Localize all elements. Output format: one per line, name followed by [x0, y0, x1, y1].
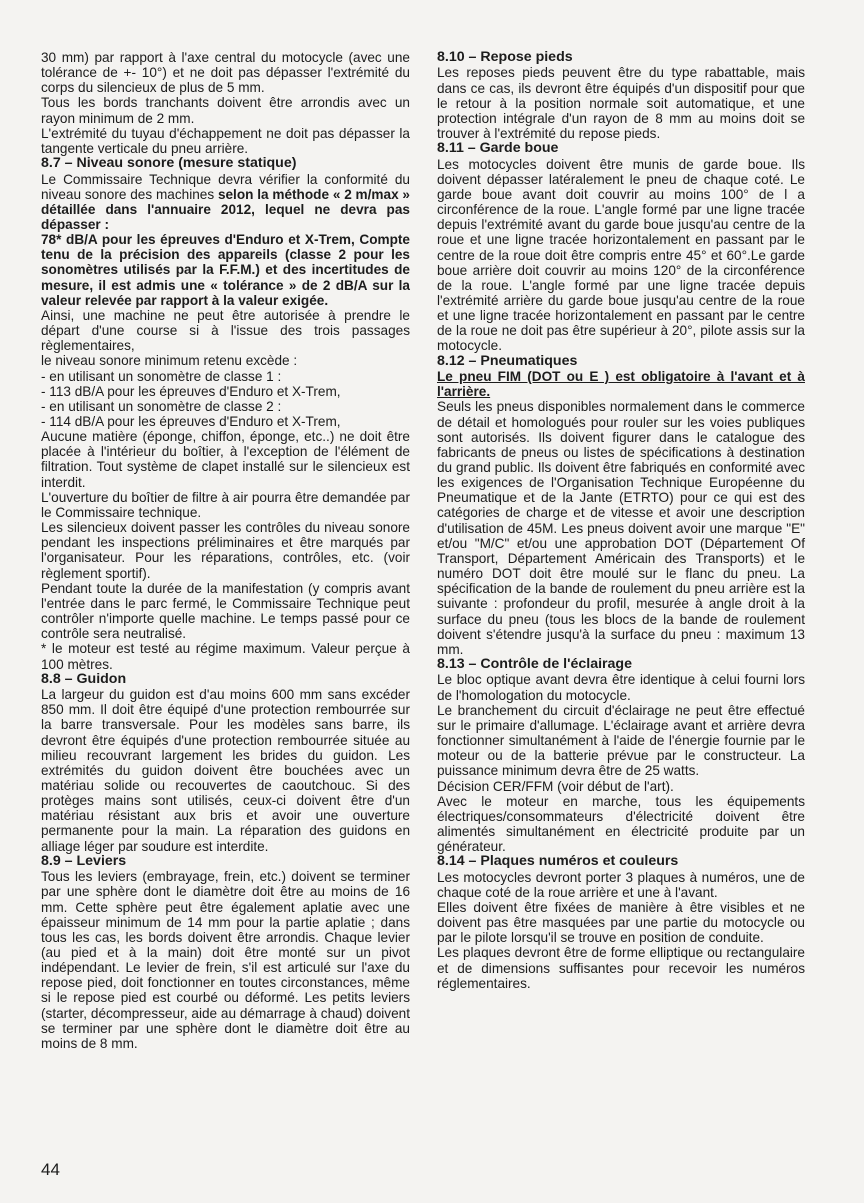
section-heading-8-10: 8.10 – Repose pieds [437, 49, 573, 65]
sound-method-emphasis: selon la méthode « 2 m/max » détaillée dans l'annuaire 2012, lequel ne devra pas dépasser : [41, 186, 410, 232]
section-heading-8-13: 8.13 – Contrôle de l'éclairage [437, 656, 632, 672]
paragraph-plates-shape: Les plaques devront être de forme elliptique ou rectangulaire et de dimensions suffisantes pour recevoir les numéros réglementaires. [437, 945, 805, 991]
paragraph-sharp-edges: Tous les bords tranchants doivent être arrondis avec un rayon minimum de 2 mm. [41, 95, 410, 126]
paragraph-tyres: Seuls les pneus disponibles normalement dans le commerce de détail et homologués pour rouler sur les voies publiques sont autorisés. Ils doivent figurer dans le catalogue des fabricants de pneus ou listes de spécifications à destination du grand public. Ils doivent être fabriqués en conformité avec les exigences de l'Organisation Technique Européenne du Pneumatique et de la Jante (ETRTO) pour ce qui est des catégories de charge et de vitesse et avoir une description d'utilisation de 45M. Les pneus doivent avoir une marque "E" et/ou "M/C" et/ou une approbation DOT (Département Of Transport, Département Américain des Transports) et le numéro DOT doit être moulé sur le flanc du pneu. La spécification de la bande de roulement du pneu arrière est la suivante : profondeur du profil, mesurée à angle droit à la surface du pneu (tous les blocs de la bande de roulement doivent s'étendre jusqu'à la surface du pneu : maximum 13 mm. [437, 399, 805, 657]
section-heading-8-8: 8.8 – Guidon [41, 670, 127, 687]
paragraph-electrical-equipment: Avec le moteur en marche, tous les équipements électriques/consommateurs d'électricité doivent être alimentés simultanément en électricité produite par un générateur. [437, 793, 805, 855]
paragraph-levers: Tous les leviers (embrayage, frein, etc.) doivent se terminer par une sphère dont le diamètre doit être au moins de 16 mm. Cette sphère peut être également aplatie avec une épaisseur minimum de 14 mm pour la partie aplatie ; dans tous les cas, les bords doivent être arrondis. Chaque levier (au pied et à la main) doit être monté sur un pivot indépendant. Le levier de frein, s'il est articulé sur l'axe du repose pied, doit fonctionner en toutes circonstances, même si le repose pied est courbé ou déformé. Les petits leviers (starter, décompresseur, aide au démarrage à chaud) doivent se terminer par une sphère dont le diamètre doit être au moins de 8 mm. [41, 869, 410, 1051]
paragraph-cer-decision: Décision CER/FFM (voir début de l'art). [437, 778, 674, 794]
paragraph-no-material: Aucune matière (éponge, chiffon, éponge, etc..) ne doit être placée à l'intérieur du boîtier, à l'exception de l'élément de filtration. Tout système de clapet installé sur le silencieux est interdit. [41, 429, 410, 490]
paragraph-event-duration: Pendant toute la durée de la manifestation (y compris avant l'entrée dans le parc fermé, le Commissaire Technique peut contrôler n'importe quelle machine. Le temps passé pour ce contrôle sera neutralisé. [41, 580, 410, 642]
paragraph-headlight: Le bloc optique avant devra être identique à celui fourni lors de l'homologation du motocycle. [437, 672, 805, 703]
paragraph-exhaust-position: 30 mm) par rapport à l'axe central du motocycle (avec une tolérance de +- 10°) et ne doit pas dépasser l'extrémité du corps du silencieux de plus de 5 mm. [41, 50, 410, 96]
page-number: 44 [41, 1160, 60, 1179]
paragraph-sound-method [41, 172, 410, 233]
list-item-class-2: - en utilisant un sonomètre de classe 2 : [41, 398, 282, 414]
list-item-class-1: - en utilisant un sonomètre de classe 1 : [41, 368, 282, 384]
paragraph-exhaust-end: L'extrémité du tuyau d'échappement ne doit pas dépasser la tangente verticale du pneu arrière. [41, 125, 410, 156]
list-item-114-dba: - 114 dB/A pour les épreuves d'Enduro et X-Trem, [41, 414, 341, 429]
paragraph-tyre-requirement: Le pneu FIM (DOT ou E ) est obligatoire à l'avant et à l'arrière. [437, 369, 805, 400]
paragraph-engine-test-note: * le moteur est testé au régime maximum. Valeur perçue à 100 mètres. [41, 641, 410, 672]
paragraph-number-plates: Les motocycles devront porter 3 plaques à numéros, une de chaque coté de la roue arrière et une à l'avant. [437, 869, 805, 900]
section-heading-8-12: 8.12 – Pneumatiques [437, 352, 578, 369]
right-column [437, 50, 805, 991]
section-heading-8-9: 8.9 – Leviers [41, 852, 127, 869]
list-item-113-dba: - 113 dB/A pour les épreuves d'Enduro et X-Trem, [41, 383, 341, 399]
sound-method-text: Le Commissaire Technique devra vérifier la conformité du niveau sonore des machines [41, 171, 410, 202]
section-heading-8-11: 8.11 – Garde boue [437, 140, 559, 157]
paragraph-silencer-checks: Les silencieux doivent passer les contrôles du niveau sonore pendant les inspections préliminaires et être marqués par l'organisateur. Pour les réparations, contrôles, etc. (voir règlement sportif). [41, 520, 410, 581]
paragraph-minimum-level: le niveau sonore minimum retenu excède : [41, 353, 298, 369]
paragraph-plates-visibility: Elles doivent être fixées de manière à être visibles et ne doivent pas être masquées par une partie du motocycle ou par le pilote lorsqu'il se trouve en position de conduite. [437, 900, 805, 946]
paragraph-lighting-circuit: Le branchement du circuit d'éclairage ne peut être effectué sur le primaire d'allumage. L'éclairage avant et arrière devra fonctionner simultanément à l'aide de l'énergie fournie par le moteur ou de la batterie prévue par le constructeur. La puissance minimum devra être de 25 watts. [437, 702, 805, 779]
left-column [41, 50, 410, 1051]
section-heading-8-7: 8.7 – Niveau sonore (mesure statique) [41, 155, 297, 172]
paragraph-air-filter: L'ouverture du boîtier de filtre à air pourra être demandée par le Commissaire technique. [41, 489, 410, 520]
paragraph-mudguards: Les motocycles doivent être munis de garde boue. Ils doivent dépasser latéralement le pneu de chaque coté. Le garde boue avant doit couvrir au moins 100° de l a circonférence de la roue. L'angle formé par une ligne tracée depuis l'extrémité avant du garde boue jusqu'au centre de la roue et une ligne tracée horizontalement en passant par le centre de la roue doit être compris entre 45° et 60°.Le garde boue arrière doit couvrir au moins 120° de la circonférence de la roue. L'angle formé par une ligne tracée depuis l'extrémité arrière du garde boue jusqu'au centre de la roue et une ligne tracée horizontalement en passant par le centre de la roue ne doit pas être supérieur à 20°, pilote assis sur la motocycle. [437, 156, 805, 354]
paragraph-footrests: Les reposes pieds peuvent être du type rabattable, mais dans ce cas, ils devront être équipés d'un dispositif pour que le retour à la position normale soit automatique, et une protection intégrale d'un rayon de 8 mm au moins doit se trouver à l'extrémité du repose pieds. [437, 65, 805, 142]
paragraph-handlebar: La largeur du guidon est d'au moins 600 mm sans excéder 850 mm. Il doit être équipé d'une protection rembourrée sur la barre transversale. Pour les modèles sans barre, ils devront être équipés d'une protection rembourrée située au milieu recouvrant largement les brides du guidon. Les extrémités du guidon doivent être bouchées avec un matériau solide ou recouvertes de caoutchouc. Si des protèges mains sont utilisés, ceux-ci doivent être d'un matériau résistant aux bris et avoir une ouverture permanente pour la main. La réparation des guidons en alliage léger par soudure est interdite. [41, 687, 410, 854]
paragraph-start-authorisation: Ainsi, une machine ne peut être autorisée à prendre le départ d'une course si à l'issue des trois passages règlementaires, [41, 307, 410, 354]
section-heading-8-14: 8.14 – Plaques numéros et couleurs [437, 853, 679, 870]
paragraph-sound-limit: 78* dB/A pour les épreuves d'Enduro et X-Trem, Compte tenu de la précision des appareils (classe 2 pour les sonomètres utilisés par la F.F.M.) et des incertitudes de mesure, il est admis une « tolérance » de 2 dB/A sur la valeur relevée par rapport à la valeur exigée. [41, 232, 410, 308]
